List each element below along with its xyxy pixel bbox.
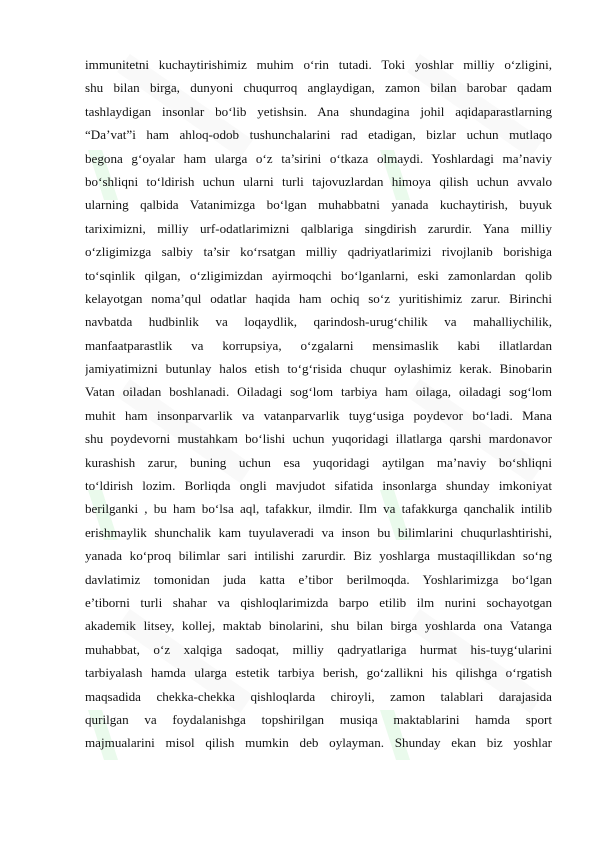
text-line: immunitetni kuchaytirishimiz muhim o‘rin tutadi. Toki yoshlar milliy o‘zligini, — [85, 57, 552, 72]
text-line: erishmaylik shunchalik kam tuyulaveradi va inson bu bilimlarini chuqurlashtirishi, — [85, 524, 552, 540]
text-line: berilganki , bu ham bo‘lsa aql, tafakkur, ilmdir. Ilm va tafakkurga qanchalik intilib — [85, 501, 552, 517]
text-line: o‘zligimizga salbiy ta’sir ko‘rsatgan milliy qadriyatlarimizi rivojlanib borishiga — [85, 244, 552, 260]
text-line: manfaatparastlik va korrupsiya, o‘zgalarni mensimaslik kabi illatlardan — [85, 337, 552, 353]
text-line: jamiyatimizni butunlay halos etish to‘g‘risida chuqur oylashimiz kerak. Binobarin — [85, 361, 552, 377]
text-line: shu poydevorni mustahkam bo‘lishi uchun yuqoridagi illatlarga qarshi mardonavor — [85, 431, 552, 447]
text-line: tariximizni, milliy urf-odatlarimizni qalblariga singdirish zarurdir. Yana milliy — [85, 220, 552, 236]
text-line: kelayotgan noma’qul odatlar haqida ham ochiq so‘z yuritishimiz zarur. Birinchi — [85, 290, 552, 306]
text-line: begona g‘oyalar ham ularga o‘z ta’sirini o‘tkaza olmaydi. Yoshlardagi ma’naviy — [85, 150, 552, 166]
text-line: ularning qalbida Vatanimizga bo‘lgan muhabbatni yanada kuchaytirish, buyuk — [85, 197, 552, 213]
text-line: Vatan oiladan boshlanadi. Oiladagi sog‘lom tarbiya ham oilaga, oiladagi sog‘lom — [85, 384, 552, 400]
text-line: majmualarini misol qilish mumkin deb oylayman. Shunday ekan biz yoshlar — [85, 735, 552, 751]
text-line: to‘ldirish lozim. Borliqda ongli mavjudot sifatida insonlarga shunday imkoniyat — [85, 478, 552, 494]
text-line: tarbiyalash hamda ularga estetik tarbiya berish, go‘zallikni his qilishga o‘rgatish — [85, 665, 552, 681]
text-line: yanada ko‘proq bilimlar sari intilishi zarurdir. Biz yoshlarga mustaqillikdan so‘ng — [85, 548, 552, 564]
text-line: kurashish zarur, buning uchun esa yuqoridagi aytilgan ma’naviy bo‘shliqni — [85, 454, 552, 470]
text-line: navbatda hudbinlik va loqaydlik, qarindosh-urug‘chilik va mahalliychilik, — [85, 314, 552, 330]
text-line: e’tiborni turli shahar va qishloqlarimizda barpo etilib ilm nurini sochayotgan — [85, 594, 552, 610]
text-line: maqsadida chekka-chekka qishloqlarda chiroyli, zamon talablari darajasida — [85, 688, 552, 704]
text-line: davlatimiz tomonidan juda katta e’tibor berilmoqda. Yoshlarimizga bo‘lgan — [85, 571, 552, 587]
text-line: tashlaydigan insonlar bo‘lib yetishsin. Ana shundagina johil aqidaparastlarning — [85, 103, 552, 119]
text-line: shu bilan birga, dunyoni chuqurroq anglaydigan, zamon bilan barobar qadam — [85, 80, 552, 96]
text-line: muhabbat, o‘z xalqiga sadoqat, milliy qadryatlariga hurmat his-tuyg‘ularini — [85, 641, 552, 657]
text-line: to‘sqinlik qilgan, o‘zligimizdan ayirmoqchi bo‘lganlarni, eski zamonlardan qolib — [85, 267, 552, 283]
text-line: muhit ham insonparvarlik va vatanparvarlik tuyg‘usiga poydevor bo‘ladi. Mana — [85, 407, 552, 423]
text-line: “Da’vat”i ham ahloq-odob tushunchalarini rad etadigan, bizlar uchun mutlaqo — [85, 127, 552, 143]
body-text — [85, 53, 552, 755]
text-line: bo‘shliqni to‘ldirish uchun ularni turli tajovuzlardan himoya qilish uchun avvalo — [85, 173, 552, 189]
text-line: akademik litsey, kollej, maktab binolarini, shu bilan birga yoshlarda ona Vatanga — [85, 618, 552, 634]
text-line: qurilgan va foydalanishga topshirilgan musiqa maktablarini hamda sport — [85, 711, 552, 727]
